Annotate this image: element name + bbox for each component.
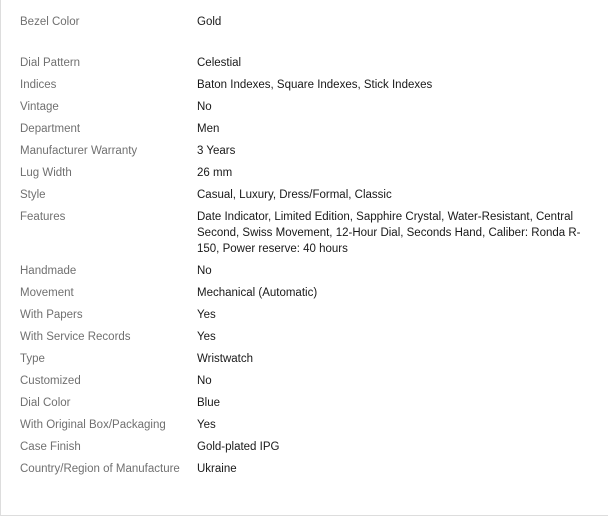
spec-row-type — [20, 348, 602, 370]
spec-label: With Service Records — [20, 331, 131, 343]
spec-label: Lug Width — [20, 167, 72, 179]
spec-row-style — [20, 184, 602, 206]
spec-label: Bezel Color — [20, 16, 80, 28]
spec-value: Yes — [197, 419, 216, 431]
spec-label: Customized — [20, 375, 81, 387]
spec-row-dial-color — [20, 392, 602, 414]
spec-label: Style — [20, 189, 46, 201]
spec-row-movement — [20, 282, 602, 304]
spec-value: 26 mm — [197, 167, 233, 179]
spec-row-manufacturer-warranty — [20, 140, 602, 162]
spec-value: No — [197, 375, 212, 387]
spec-label: Features — [20, 211, 66, 223]
spec-label: With Papers — [20, 309, 83, 321]
spec-row-bezel-color — [20, 11, 602, 33]
spec-value: Blue — [197, 397, 221, 409]
spec-row-indices — [20, 74, 602, 96]
spec-label: Indices — [20, 79, 57, 91]
spec-value: Date Indicator, Limited Edition, Sapphire Crystal, Water-Resistant, Central Second, Swiss Movement, 12-Hour Dial, Seconds Hand, Caliber: Ronda R-150, Power reserve: 40 hours — [197, 211, 581, 255]
spec-row-handmade — [20, 260, 602, 282]
spec-label: Dial Color — [20, 397, 71, 409]
spec-label: Manufacturer Warranty — [20, 145, 138, 157]
spec-value: No — [197, 101, 212, 113]
spec-row-with-papers — [20, 304, 602, 326]
spec-value: Baton Indexes, Square Indexes, Stick Indexes — [197, 79, 433, 91]
item-specifics-list — [20, 11, 602, 480]
spec-row-with-service-records — [20, 326, 602, 348]
spec-row-case-finish — [20, 436, 602, 458]
spec-row-dial-pattern — [20, 52, 602, 74]
spec-row-features — [20, 206, 602, 260]
spec-label: Type — [20, 353, 45, 365]
spec-label: Handmade — [20, 265, 77, 277]
spec-value: No — [197, 265, 212, 277]
spec-value: Gold — [197, 16, 222, 28]
spec-value: Yes — [197, 331, 216, 343]
spec-row-customized — [20, 370, 602, 392]
spec-row-department — [20, 118, 602, 140]
spec-value: 3 Years — [197, 145, 236, 157]
spec-value: Mechanical (Automatic) — [197, 287, 318, 299]
spec-label: Country/Region of Manufacture — [20, 463, 180, 475]
spec-label: Movement — [20, 287, 74, 299]
spec-label: Dial Pattern — [20, 57, 81, 69]
spec-label: With Original Box/Packaging — [20, 419, 166, 431]
spec-label: Case Finish — [20, 441, 81, 453]
spec-row-country-of-manufacture — [20, 458, 602, 480]
spec-label: Vintage — [20, 101, 59, 113]
spec-row-with-original-box — [20, 414, 602, 436]
spec-row-vintage — [20, 96, 602, 118]
spec-value: Gold-plated IPG — [197, 441, 280, 453]
spec-value: Ukraine — [197, 463, 237, 475]
spec-row-lug-width — [20, 162, 602, 184]
spec-value: Celestial — [197, 57, 242, 69]
spec-label: Department — [20, 123, 81, 135]
spec-value: Yes — [197, 309, 216, 321]
spec-value: Wristwatch — [197, 353, 254, 365]
spec-value: Men — [197, 123, 220, 135]
spec-value: Casual, Luxury, Dress/Formal, Classic — [197, 189, 392, 201]
